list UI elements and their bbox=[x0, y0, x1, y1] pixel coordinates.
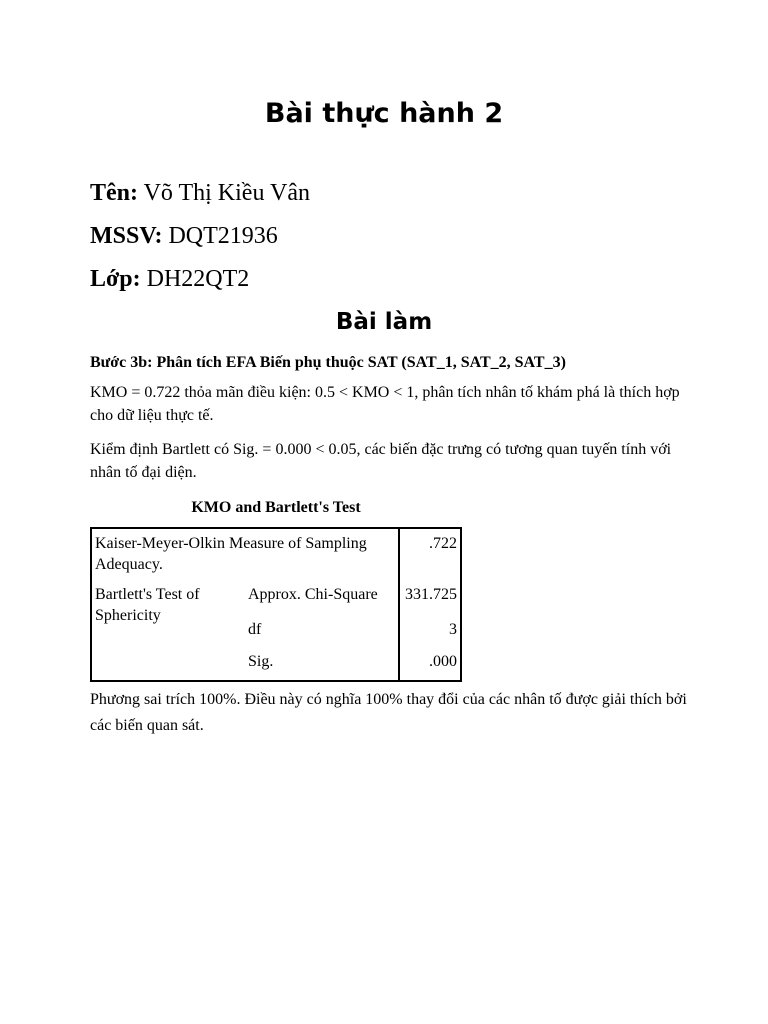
name-value: Võ Thị Kiều Vân bbox=[138, 180, 310, 206]
sig-value-cell: .000 bbox=[429, 653, 457, 670]
step-heading: Bước 3b: Phân tích EFA Biến phụ thuộc SAT (SAT_1, SAT_2, SAT_3) bbox=[90, 354, 566, 371]
kmo-label-cell: Kaiser-Meyer-Olkin Measure of Sampling Adequacy. bbox=[95, 535, 367, 573]
student-class bbox=[90, 264, 249, 294]
class-value: DH22QT2 bbox=[140, 266, 250, 292]
chi-square-label-cell: Approx. Chi-Square bbox=[248, 586, 378, 603]
document-title: Bài thực hành 2 bbox=[264, 98, 504, 129]
id-value: DQT21936 bbox=[162, 223, 278, 249]
sig-label-cell: Sig. bbox=[248, 653, 274, 670]
class-label: Lớp: bbox=[90, 266, 141, 292]
student-id bbox=[90, 221, 278, 251]
section-title: Bài làm bbox=[335, 309, 433, 335]
bartlett-label-cell: Bartlett's Test of Sphericity bbox=[95, 586, 200, 624]
kmo-bartlett-table bbox=[90, 527, 462, 682]
kmo-value-cell: .722 bbox=[429, 535, 457, 552]
chi-square-value-cell: 331.725 bbox=[405, 586, 457, 603]
bartlett-paragraph: Kiểm định Bartlett có Sig. = 0.000 < 0.05, các biến đặc trưng có tương quan tuyến tính với nhân tố đại diện. bbox=[90, 441, 672, 481]
id-label: MSSV: bbox=[90, 223, 163, 249]
name-label: Tên: bbox=[90, 180, 138, 206]
kmo-paragraph: KMO = 0.722 thỏa mãn điều kiện: 0.5 < KMO < 1, phân tích nhân tố khám phá là thích hợp cho dữ liệu thực tế. bbox=[90, 384, 680, 424]
variance-paragraph: Phương sai trích 100%. Điều này có nghĩa 100% thay đổi của các nhân tố được giải thích bởi các biến quan sát. bbox=[90, 691, 687, 734]
table-caption: KMO and Bartlett's Test bbox=[191, 499, 361, 516]
df-label-cell: df bbox=[248, 621, 262, 638]
student-name bbox=[90, 178, 310, 208]
table-column-divider bbox=[398, 529, 400, 680]
df-value-cell: 3 bbox=[449, 621, 457, 638]
